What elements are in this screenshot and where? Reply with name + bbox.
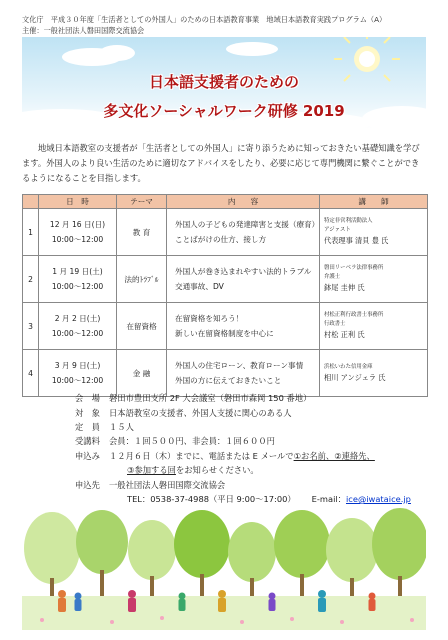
table-row [23,256,428,303]
header-theme: テーマ [117,195,167,209]
title-banner [22,37,426,129]
contact-label: 申込先 [75,479,100,490]
fee-label: 受講料 [75,436,100,447]
row-theme: 教 育 [117,209,167,256]
event-info [75,391,435,506]
lecturer-org: アジァスト [324,227,351,233]
row-num: 4 [23,350,39,397]
venue-label: 会 場 [75,393,100,404]
lecturer-name: 代表理事 清貝 豊 氏 [324,236,389,245]
date-text: 2 月 2 日(土) [54,314,101,323]
content-line-1: 外国人が巻き込まれやすい法的トラブル [175,267,312,276]
email-link[interactable]: ice@iwataice.jp [345,493,411,504]
target-text: 日本語教室の支援者、外国人支援に関心のある人 [109,407,292,418]
header-date: 日 時 [39,195,117,209]
lecturer-org: 弁護士 [324,274,341,280]
row-lecturer [320,303,428,350]
row-date [39,256,117,303]
venue-text: 磐田市豊田支所 2F 大会議室（磐田市森岡 150 番地） [109,393,312,404]
lecturer-org: 行政書士 [324,321,346,327]
content-line-2: 交通事故、DV [175,282,224,291]
row-content [167,350,320,397]
lecturer-name: 相川 アンジェラ 氏 [324,372,386,382]
row-content [167,256,320,303]
capacity-label: 定 員 [75,421,100,432]
table-row [23,209,428,256]
date-text: 3 月 9 日(土) [54,361,101,370]
content-line-2: 新しい在留資格制度を中心に [175,329,274,338]
email-label: E-mail： [311,493,346,504]
row-date [39,350,117,397]
header-line-2: 主催：一般社団法人磐田国際交流協会 [22,26,145,35]
row-num: 3 [23,303,39,350]
content-line-2: 外国の方に伝えておきたいこと [175,376,282,385]
target-row [75,405,435,419]
header-num [23,195,39,209]
row-content [167,303,320,350]
contact-org: 一般社団法人磐田国際交流協会 [109,479,226,490]
title-line-2: 多文化ソーシャルワーク研修 2019 [103,102,345,120]
table-header-row [23,195,428,209]
row-num: 1 [23,209,39,256]
lecturer-name: 村松 正利 氏 [324,330,365,339]
apply-row [75,449,435,463]
header-lecturer: 講 師 [320,195,428,209]
time-text: 10:00～12:00 [51,235,104,244]
target-label: 対 象 [75,407,100,418]
apply-text: １２月６日（木）までに、電話または E メールで [109,450,294,461]
row-theme: 法的ﾄﾗﾌﾞﾙ [117,256,167,303]
time-text: 10:00～12:00 [51,376,104,385]
lecturer-org: 村松正利行政書士事務所 [324,312,384,318]
content-line-1: 外国人の子どもの発達障害と支援（療育） [175,220,320,229]
apply-required-session: ③参加する回 [127,465,176,476]
row-date [39,303,117,350]
trees-and-people-illustration [22,508,426,630]
contact-tel: TEL：0538-37-4988（平日 9:00～17:00） [127,493,296,504]
lecturer-org: 特定非営利活動法人 [324,218,373,224]
header-content: 内 容 [167,195,320,209]
contact-row [75,477,435,491]
footer-illustration [22,508,426,630]
capacity-row [75,420,435,434]
apply-required-items: ①お名前、②連絡先、 [293,450,375,461]
schedule-table [22,194,428,397]
capacity-text: １５人 [109,421,134,432]
row-lecturer [320,256,428,303]
row-lecturer [320,209,428,256]
lecturer-name: 鉢尾 圭伸 氏 [324,283,365,292]
content-line-1: 在留資格を知ろう！ [175,314,244,323]
apply-label: 申込み [75,450,100,461]
title-line-1: 日本語支援者のための [148,73,299,91]
row-content [167,209,320,256]
intro-paragraph: 地域日本語教室の支援者が「生活者としての外国人」に寄り添うために知っておきたい基礎知識を学びます。外国人のより良い生活のために適切なアドバイスをしたり、必要に応じて専門機関に繋ぐことができるようになることを目指します。 [22,143,420,183]
fee-text: 会員：１回５００円、非会員：１回６００円 [109,436,275,447]
time-text: 10:00～12:00 [51,329,104,338]
row-date [39,209,117,256]
date-text: 1 月 19 日(土) [52,267,103,276]
date-text: 12 月 16 日(日) [49,220,106,229]
row-lecturer [320,350,428,397]
apply-text-2: をお知らせください。 [175,465,259,476]
content-line-1: 外国人の住宅ローン、教育ローン事情 [175,361,304,370]
lecturer-org: 浜松いわた信用金庫 [324,363,373,370]
lecturer-org: 磐田リーベラ法律事務所 [324,265,384,271]
header-text [22,14,386,36]
row-num: 2 [23,256,39,303]
row-theme: 金 融 [117,350,167,397]
fee-row [75,434,435,448]
apply-row-cont [75,463,435,477]
row-theme: 在留資格 [117,303,167,350]
table-row [23,350,428,397]
content-line-2: ことばがけの仕方、接し方 [175,235,267,244]
header-line-1: 文化庁 平成３０年度「生活者としての外国人」のための日本語教育事業 地域日本語教育実践プログラム（A） [22,15,387,24]
contact-details-row [75,492,435,506]
time-text: 10:00～12:00 [51,282,104,291]
venue-row [75,391,435,405]
table-row [23,303,428,350]
